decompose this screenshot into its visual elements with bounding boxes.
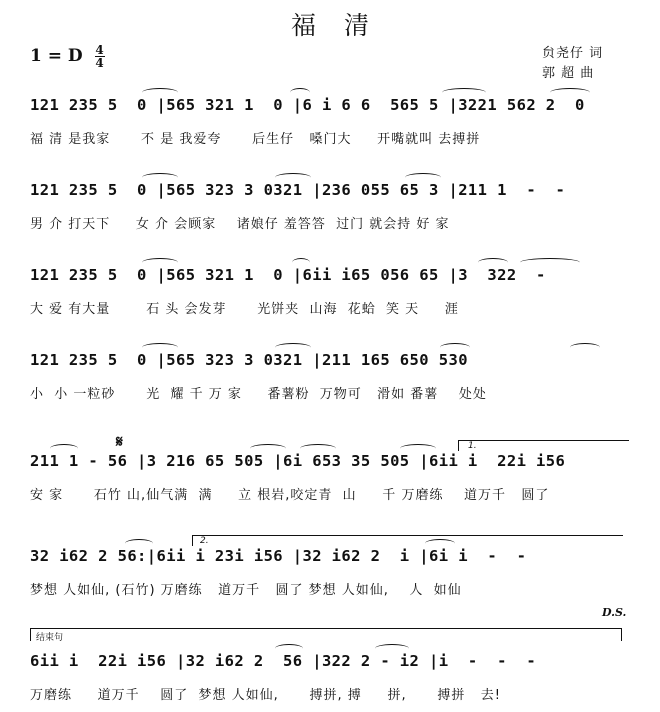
second-ending-label: 2.: [200, 536, 209, 546]
notation-line: 32 i62 2 56:|6ii i 23i i56 |32 i62 2 i |6i i - -: [30, 547, 527, 565]
slur: [405, 173, 441, 182]
time-signature-bottom: 4: [95, 56, 104, 70]
lyrics-line: 大 爱 有大量 石 头 会发芽 光饼夹 山海 花蛤 笑 天 涯: [30, 302, 459, 317]
notation-line: 121 235 5 0 |565 321 1 0 |6ii i65 056 65 |3 322 -: [30, 266, 546, 284]
lyrics-line: 万磨练 道万千 圆了 梦想 人如仙, 搏拼, 搏 拼, 搏拼 去!: [30, 688, 501, 703]
slur: [250, 444, 286, 453]
composer-credit: 郭 超 曲: [542, 66, 595, 81]
lyrics-line: 梦想 人如仙, (石竹) 万磨练 道万千 圆了 梦想 人如仙, 人 如仙: [30, 583, 462, 598]
slur: [142, 88, 178, 97]
lyricist-credit: 贠尧仔 词: [542, 46, 604, 61]
slur: [375, 644, 409, 653]
coda-bracket: [30, 628, 622, 641]
time-signature: [95, 44, 105, 69]
lyrics-line: 男 介 打天下 女 介 会顾家 诸娘仔 羞答答 过门 就会持 好 家: [30, 217, 450, 232]
segno-sign: 𝄋: [116, 432, 123, 451]
notation-line: 121 235 5 0 |565 323 3 0321 |236 055 65 3 |211 1 - -: [30, 181, 566, 199]
slur: [400, 444, 436, 453]
slur: [292, 258, 310, 267]
slur: [275, 173, 311, 182]
slur: [142, 343, 178, 352]
first-ending-label: 1.: [468, 441, 477, 451]
key-label: 1 = D: [30, 46, 83, 66]
slur: [125, 539, 153, 548]
slur: [142, 258, 178, 267]
slur: [290, 88, 310, 97]
slur: [300, 444, 336, 453]
notation-line: 6ii i 22i i56 |32 i62 2 56 |322 2 - i2 |i - - -: [30, 652, 537, 670]
slur: [478, 258, 508, 267]
song-title: 福清: [290, 11, 397, 40]
lyrics-line: 小 小 一粒砂 光 耀 千 万 家 番薯粉 万物可 滑如 番薯 处处: [30, 387, 487, 402]
slur: [520, 258, 580, 267]
notation-line: 121 235 5 0 |565 323 3 0321 |211 165 650 530: [30, 351, 468, 369]
slur: [442, 88, 486, 97]
first-ending-bracket: [458, 440, 629, 451]
slur: [142, 173, 178, 182]
slur: [570, 343, 600, 352]
slur: [440, 343, 470, 352]
lyrics-line: 福 清 是我家 不 是 我爱夸 后生仔 嗓门大 开嘴就叫 去搏拼: [30, 132, 481, 147]
dal-segno-marking: D.S.: [602, 606, 627, 619]
slur: [50, 444, 78, 453]
second-ending-bracket: [192, 535, 623, 546]
time-signature-top: 4: [95, 43, 104, 57]
slur: [275, 343, 311, 352]
slur: [550, 88, 590, 97]
coda-label: 结束句: [36, 633, 64, 643]
notation-line: 121 235 5 0 |565 321 1 0 |6 i 6 6 565 5 |3221 562 2 0: [30, 96, 585, 114]
notation-line: 211 1 - 56 |3 216 65 505 |6i 653 35 505 |6ii i 22i i56: [30, 452, 566, 470]
lyrics-line: 安 家 石竹 山,仙气满 满 立 根岩,咬定青 山 千 万磨练 道万千 圆了: [30, 488, 550, 503]
slur: [275, 644, 303, 653]
key-signature: [30, 44, 105, 69]
